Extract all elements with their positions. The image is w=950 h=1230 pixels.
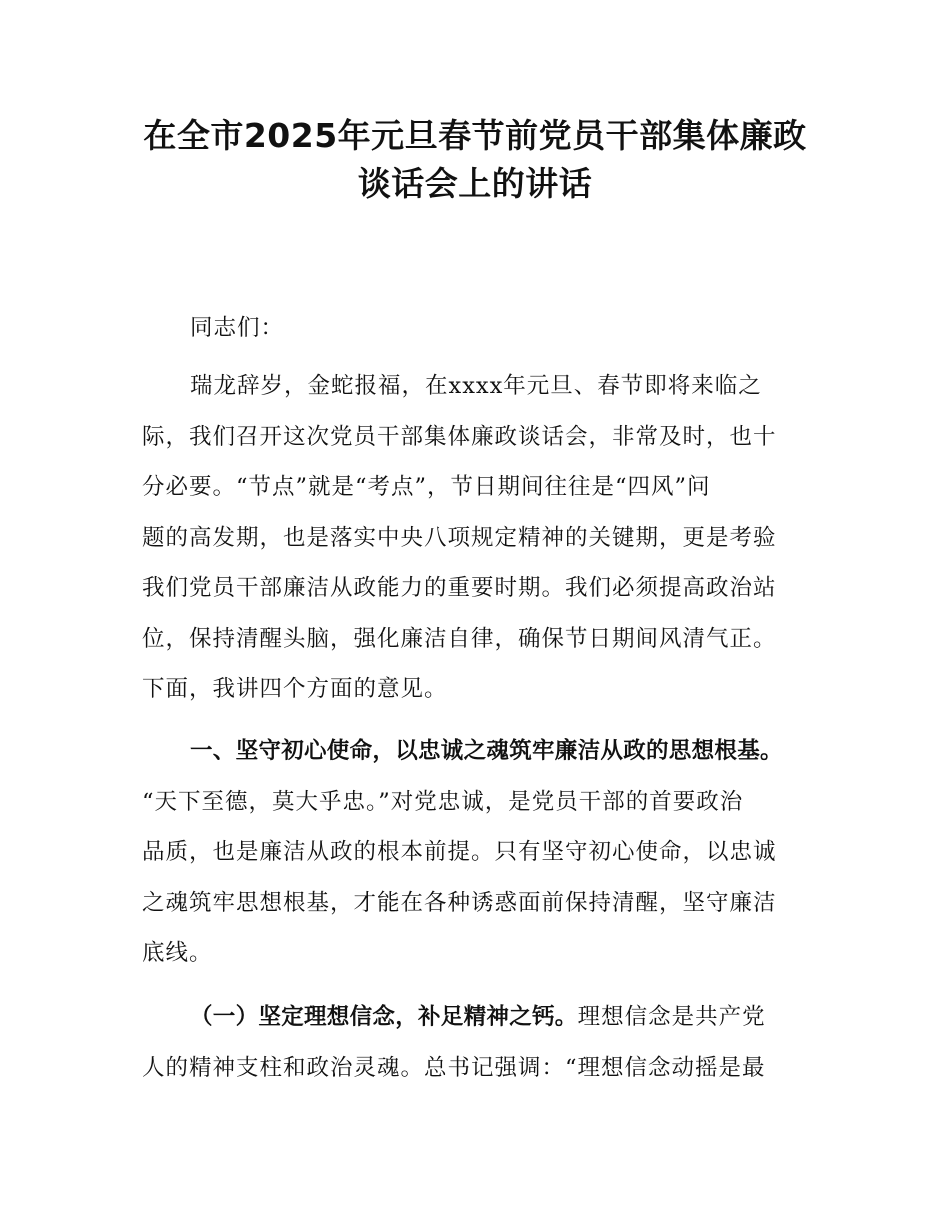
intro-paragraph: [142, 361, 812, 715]
paragraph-line: 位，保持清醒头脑，强化廉洁自律，确保节日期间风清气正。: [142, 625, 777, 652]
title-line: 在全市2025年元旦春节前党员干部集体廉政: [143, 116, 807, 155]
section-1-paragraph: [142, 726, 812, 979]
section-heading: 一、坚守初心使命，以忠诚之魂筑牢廉洁从政的思想根基。: [190, 738, 783, 764]
paragraph-line: 品质，也是廉洁从政的根本前提。只有坚守初心使命，以忠诚: [142, 839, 777, 865]
document-title: [120, 112, 830, 208]
paragraph-line: 人的精神支柱和政治灵魂。总书记强调：“理想信念动摇是最: [142, 1054, 766, 1081]
subsection-1-paragraph: [142, 992, 812, 1093]
paragraph-line: 下面，我讲四个方面的意见。: [142, 676, 448, 702]
paragraph-text: 理想信念是共产党: [577, 1004, 766, 1030]
subsection-first-line: [142, 992, 812, 1043]
paragraph-line: 瑞龙辞岁，金蛇报福，在xxxx年元旦、春节即将来临之: [190, 373, 762, 399]
paragraph-line: 际，我们召开这次党员干部集体廉政谈话会，非常及时，也十: [142, 423, 777, 450]
paragraph-line: 分必要。“节点”就是“考点”，节日期间往往是“四风”问: [142, 474, 711, 500]
paragraph-line: “天下至德，莫大乎忠。”对党忠诚，是党员干部的首要政治: [142, 788, 744, 815]
salutation: 同志们：: [190, 315, 285, 341]
paragraph-line: 题的高发期，也是落实中央八项规定精神的关键期，更是考验: [142, 524, 777, 551]
subsection-heading: （一）坚定理想信念，补足精神之钙。: [190, 1004, 578, 1030]
paragraph-line: 底线。: [142, 940, 213, 966]
salutation-paragraph: [142, 303, 812, 354]
paragraph-line: 我们党员干部廉洁从政能力的重要时期。我们必须提高政治站: [142, 575, 777, 601]
title-line: 谈话会上的讲话: [357, 164, 593, 203]
paragraph-line: 之魂筑牢思想根基，才能在各种诱惑面前保持清醒，坚守廉洁: [142, 889, 777, 916]
